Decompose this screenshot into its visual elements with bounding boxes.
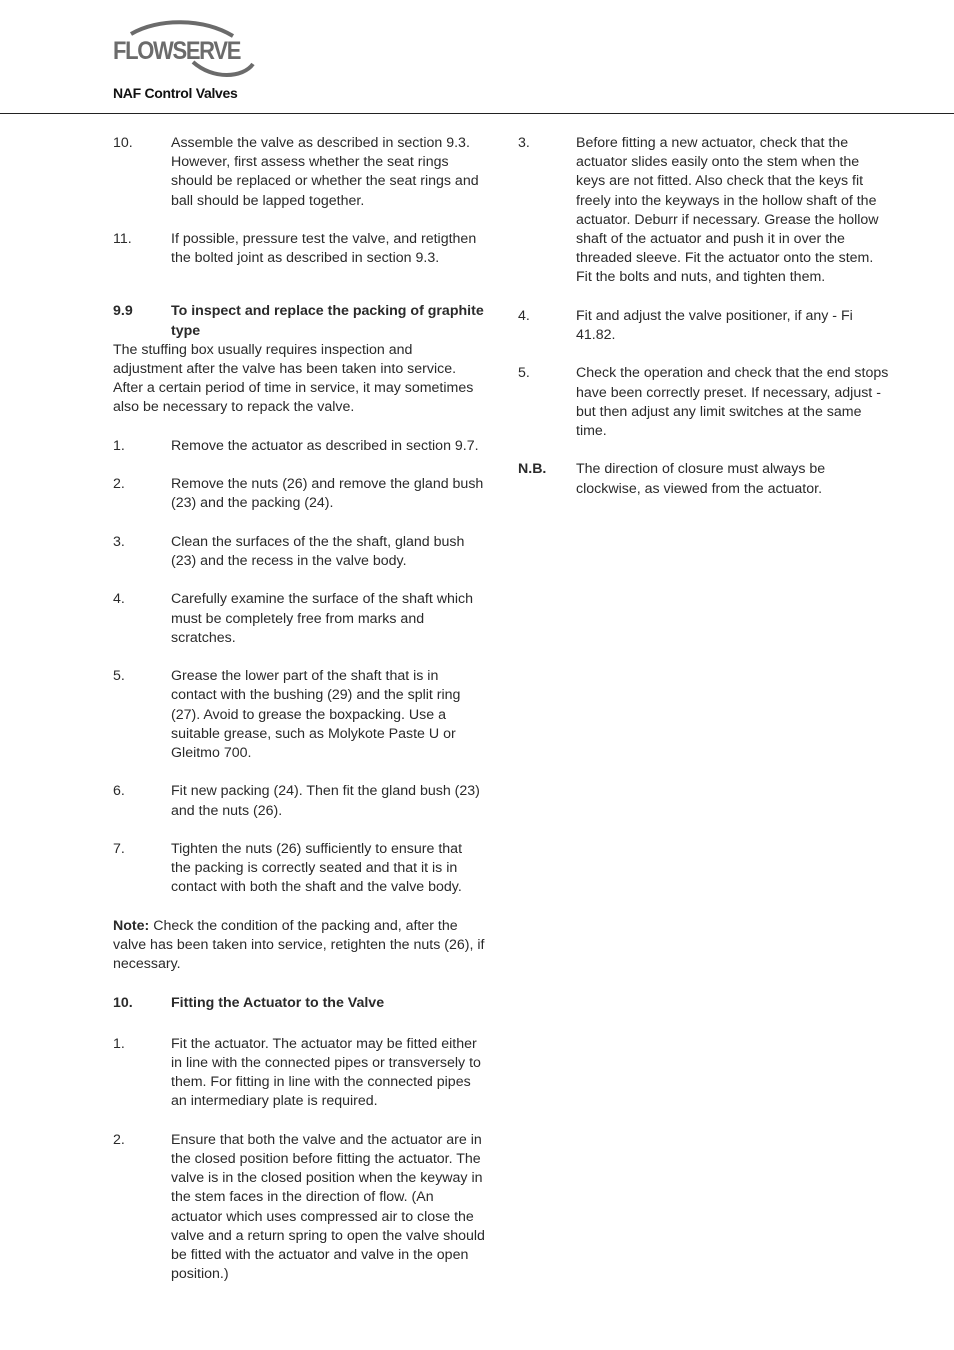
list-item [113,590,485,648]
nb-note [518,460,890,498]
list-item [518,307,890,345]
item-text: Ensure that both the valve and the actuator are in the closed position before fitting the actuator. The valve is in the closed position when the keyway in the stem faces in the direction of flow. (An actuator which uses compressed air to close the valve and a return spring to open the valve should be fitted with the actuator and valve in the open position.) [171,1131,485,1283]
list-item [113,782,485,820]
section-title: To inspect and replace the packing of graphite type [171,303,484,339]
logo-wordmark: FLOWSERVE [113,37,241,65]
section-heading-9-9 [113,302,485,340]
item-text: Clean the surfaces of the the shaft, gland bush (23) and the recess in the valve body. [171,533,465,569]
note-paragraph [113,917,485,975]
item-number: 7. [113,840,125,857]
item-text: Fit and adjust the valve positioner, if any - Fi 41.82. [576,307,853,344]
item-number: 1. [113,437,125,454]
item-text: Fit new packing (24). Then fit the gland bush (23) and the nuts (26). [171,783,480,819]
section-number: 10. [113,994,133,1011]
item-text: Fit the actuator. The actuator may be fitted either in line with the connected pipes or transversely to them. For fitting in line with the connected pipes an intermediary plate is required. [171,1035,481,1110]
left-column [113,134,485,1304]
section-number: 9.9 [113,303,133,320]
list-item [113,437,485,456]
item-number: 2. [113,1131,125,1148]
item-number: 5. [113,668,125,685]
section-heading-10 [113,994,485,1013]
note-text: Check the condition of the packing and, after the valve has been taken into service, retighten the nuts (26), if necessary. [113,917,485,973]
item-text: Remove the nuts (26) and remove the gland bush (23) and the packing (24). [171,476,484,512]
item-number: 4. [518,307,530,324]
item-text: Carefully examine the surface of the shaft which must be completely free from marks and scratches. [171,591,474,646]
list-item [518,364,890,441]
header-subtitle: NAF Control Valves [113,85,238,101]
list-item [113,1035,485,1112]
item-number: 3. [518,135,530,151]
item-text: Grease the lower part of the shaft that is in contact with the bushing (29) and the split ring (27). Avoid to grease the boxpacking. Use a suitable grease, such as Molykote Paste U or Gleitmo 700. [171,668,461,761]
item-number: 4. [113,591,125,608]
section-intro: The stuffing box usually requires inspection and adjustment after the valve has been taken into service. After a certain period of time in service, it may sometimes also be necessary to repack the valve. [113,341,474,416]
list-item [113,230,485,268]
list-item [518,134,890,288]
nb-label: N.B. [518,461,547,478]
right-column [518,134,890,518]
item-number: 11. [113,231,132,247]
item-number: 6. [113,783,125,800]
list-item [113,533,485,571]
flowserve-logo [113,20,265,80]
list-item [113,667,485,763]
item-number: 3. [113,533,125,550]
nb-text: The direction of closure must always be clockwise, as viewed from the actuator. [576,461,826,497]
list-item [113,1131,485,1285]
item-text: Check the operation and check that the end stops have been correctly preset. If necessary, adjust - but then adjust any limit switches at the same time. [576,365,889,440]
item-number: 1. [113,1035,125,1052]
item-text: Before fitting a new actuator, check that the actuator slides easily onto the stem when the keys are not fitted. Also check that the keys fit freely into the keyways in the hollow shaft of the actuator. Deburr if necessary. Grease the hollow shaft of the actuator and push it in over the threaded sleeve. Fit the actuator onto the stem. Fit the bolts and nuts, and tighten them. [576,135,879,286]
item-text: Tighten the nuts (26) sufficiently to ensure that the packing is correctly seated and that it is in contact with both the shaft and the valve body. [171,840,463,896]
list-item [113,134,485,211]
item-text: Remove the actuator as described in section 9.7. [171,437,479,454]
item-number: 2. [113,476,125,493]
list-item [113,840,485,898]
item-number: 10. [113,135,133,151]
item-text: If possible, pressure test the valve, and retigthen the bolted joint as described in section 9.3. [171,231,477,267]
note-label: Note: [113,917,150,934]
header-divider [0,113,954,114]
item-number: 5. [518,365,530,382]
item-text: Assemble the valve as described in section 9.3. However, first assess whether the seat rings should be replaced or whether the seat rings and ball should be lapped together. [171,135,479,209]
section-title: Fitting the Actuator to the Valve [171,994,385,1011]
list-item [113,475,485,513]
